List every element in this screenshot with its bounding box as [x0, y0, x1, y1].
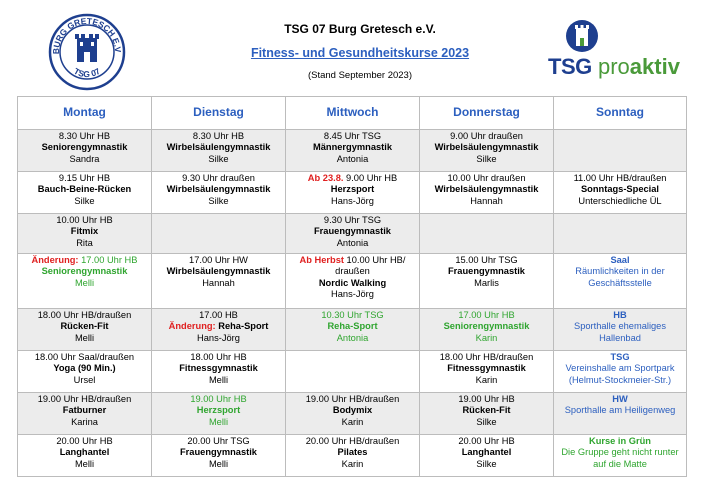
- trainer-name: Antonia: [336, 237, 369, 248]
- course-cell: [286, 309, 420, 351]
- course-cell: [554, 393, 687, 435]
- course-line: [154, 405, 283, 416]
- table-edge: [17, 460, 18, 470]
- course-name: Reha-Sport: [327, 321, 378, 332]
- legend-text: (Helmut-Stockmeier-Str.): [568, 374, 672, 385]
- course-name: Rücken-Fit: [60, 321, 109, 332]
- course-line: [422, 363, 551, 374]
- table-row: [18, 172, 687, 214]
- time-line: [422, 394, 551, 405]
- schedule-table: [17, 96, 687, 477]
- trainer-line: [154, 459, 283, 470]
- trainer-name: Melli: [74, 458, 95, 469]
- course-name: Reha-Sport: [215, 321, 269, 332]
- day-header-4: Sonntag: [554, 97, 687, 130]
- course-time: 20.00 Uhr HB: [56, 436, 113, 446]
- trainer-line: [288, 289, 417, 300]
- course-line: [154, 321, 283, 332]
- course-cell: [152, 351, 286, 393]
- legend-title: HW: [612, 394, 628, 404]
- time-line: [154, 394, 283, 405]
- course-cell: [554, 214, 687, 254]
- trainer-name: Karin: [341, 458, 364, 469]
- trainer-name: Sandra: [69, 153, 100, 164]
- course-line: [422, 405, 551, 416]
- time-line: [20, 215, 149, 226]
- trainer-line: [288, 417, 417, 428]
- legend-text: Sporthalle ehemaliges: [574, 321, 666, 332]
- castle-tower-icon: [75, 34, 99, 62]
- course-time: 8.45 Uhr TSG: [323, 131, 382, 141]
- course-cell: [286, 172, 420, 214]
- logo-proaktiv-text: proaktiv: [598, 54, 680, 79]
- course-name: Wirbelsäulengymnastik: [166, 266, 271, 277]
- trainer-name: Melli: [208, 416, 229, 427]
- table-row: [18, 309, 687, 351]
- legend-title: Saal: [610, 255, 630, 265]
- trainer-name: Karin: [341, 416, 364, 427]
- trainer-line: [288, 459, 417, 470]
- legend-text-line: [556, 321, 684, 332]
- course-name: Nordic Walking: [318, 277, 387, 288]
- time-line: [422, 255, 551, 266]
- course-line: [20, 266, 149, 277]
- table-row: [18, 435, 687, 477]
- course-time: 15.00 Uhr TSG: [455, 255, 518, 265]
- table-row: [18, 214, 687, 254]
- tsg-proaktiv-logo: [548, 18, 688, 88]
- course-name: Yoga (90 Min.): [53, 363, 116, 374]
- course-cell: [152, 254, 286, 309]
- trainer-line: [422, 333, 551, 344]
- course-line: [20, 405, 149, 416]
- day-header-0: Montag: [18, 97, 152, 130]
- course-line: [154, 142, 283, 153]
- course-name: Bodymix: [332, 405, 373, 416]
- course-cell: [554, 172, 687, 214]
- trainer-name: Silke: [476, 458, 497, 469]
- legend-text-line: [556, 363, 684, 374]
- trainer-name: Hannah: [202, 277, 235, 288]
- trainer-line: [154, 196, 283, 207]
- course-name: Seniorengymnastik: [41, 266, 128, 277]
- time-line: [422, 436, 551, 447]
- legend-text-line: [556, 447, 684, 458]
- time-line: [422, 131, 551, 142]
- time-line: [288, 310, 417, 321]
- time-line: [20, 436, 149, 447]
- course-cell: [286, 393, 420, 435]
- trainer-line: [154, 154, 283, 165]
- trainer-line: [154, 375, 283, 386]
- trainer-name: Ursel: [73, 374, 96, 385]
- legend-title: HB: [613, 310, 627, 320]
- course-cell: [18, 351, 152, 393]
- course-time: 20.00 Uhr HB/draußen: [305, 436, 400, 446]
- course-time: 20.00 Uhr TSG: [187, 436, 250, 446]
- course-name: Langhantel: [59, 447, 110, 458]
- course-cell: [286, 254, 420, 309]
- legend-text-line: [556, 278, 684, 289]
- trainer-name: Silke: [208, 153, 229, 164]
- course-name: Männergymnastik: [312, 142, 393, 153]
- legend-text: Hallenbad: [599, 332, 641, 343]
- course-name: Frauengymnastik: [448, 266, 525, 277]
- course-time: 18.00 Uhr HB/draußen: [37, 310, 132, 320]
- change-note: Ab Herbst: [299, 255, 344, 265]
- course-cell: [420, 309, 554, 351]
- course-cell: [152, 130, 286, 172]
- course-name: Wirbelsäulengymnastik: [434, 142, 539, 153]
- course-cell: [18, 172, 152, 214]
- trainer-line: [422, 417, 551, 428]
- legend-text: Sporthalle am Heiligenweg: [564, 405, 676, 416]
- course-time: 10.00 Uhr draußen: [447, 173, 526, 183]
- trainer-line: [288, 333, 417, 344]
- legend-text-line: [556, 266, 684, 277]
- course-line: [288, 405, 417, 416]
- course-cell: [554, 309, 687, 351]
- trainer-name: Antonia: [336, 332, 369, 343]
- logo-tsg-text: TSG: [548, 54, 592, 79]
- trainer-name: Melli: [74, 277, 95, 288]
- time-line: [422, 173, 551, 184]
- time-line: [20, 131, 149, 142]
- course-name: Wirbelsäulengymnastik: [166, 184, 271, 195]
- course-time: 10.00 Uhr HB: [56, 215, 113, 225]
- course-time: 18.00 Uhr Saal/draußen: [34, 352, 135, 362]
- club-logo: [47, 12, 127, 92]
- course-name: Frauengymnastik: [314, 226, 391, 237]
- trainer-line: [20, 238, 149, 249]
- course-line: [422, 447, 551, 458]
- trainer-line: [288, 154, 417, 165]
- course-line: [288, 447, 417, 458]
- trainer-name: Melli: [74, 332, 95, 343]
- time-line: [288, 173, 417, 184]
- trainer-name: Hans-Jörg: [331, 289, 374, 300]
- course-cell: [554, 130, 687, 172]
- course-cell: [18, 130, 152, 172]
- trainer-line: [154, 417, 283, 428]
- course-time: 10.30 Uhr TSG: [321, 310, 384, 320]
- table-row: [18, 130, 687, 172]
- trainer-name: Unterschiedliche ÜL: [578, 195, 662, 206]
- trainer-line: [422, 459, 551, 470]
- trainer-name: Silke: [74, 195, 95, 206]
- course-time: 19.00 Uhr HB: [458, 394, 515, 404]
- trainer-line: [422, 375, 551, 386]
- course-line: [288, 321, 417, 332]
- trainer-name: Karina: [71, 416, 98, 427]
- trainer-line: [288, 238, 417, 249]
- legend-text-line: [556, 459, 684, 470]
- course-cell: [286, 214, 420, 254]
- legend-title: Kurse in Grün: [589, 436, 651, 446]
- course-line: [422, 142, 551, 153]
- course-line: [288, 142, 417, 153]
- time-line: [20, 310, 149, 321]
- legend-title-line: [556, 394, 684, 405]
- course-cell: [18, 435, 152, 477]
- day-header-3: Donnerstag: [420, 97, 554, 130]
- time-line: [422, 352, 551, 363]
- trainer-line: [422, 278, 551, 289]
- course-name: Sonntags-Special: [580, 184, 659, 195]
- time-line: [288, 266, 417, 277]
- table-row: [18, 393, 687, 435]
- course-line: [154, 184, 283, 195]
- course-name: Fitnessgymnastik: [447, 363, 526, 374]
- course-cell: [420, 351, 554, 393]
- change-note: Ab 23.8.: [307, 173, 344, 183]
- trainer-name: Melli: [208, 374, 229, 385]
- course-time: 9.30 Uhr draußen: [182, 173, 255, 183]
- course-time: 19.00 Uhr HB: [190, 394, 247, 404]
- course-time: 17.00 HB: [199, 310, 238, 320]
- page-subtitle: Fitness- und Gesundheitskurse 2023: [250, 46, 470, 60]
- course-line: [422, 266, 551, 277]
- legend-text-line: [556, 405, 684, 416]
- course-line: [154, 447, 283, 458]
- course-cell: [554, 254, 687, 309]
- course-name: Fitmix: [70, 226, 99, 237]
- course-time: 9.00 Uhr HB: [343, 173, 398, 183]
- course-line: [154, 363, 283, 374]
- course-time: 19.00 Uhr HB/draußen: [305, 394, 400, 404]
- trainer-name: Karin: [475, 332, 498, 343]
- course-time: 20.00 Uhr HB: [458, 436, 515, 446]
- course-name: Fitnessgymnastik: [179, 363, 258, 374]
- course-cell: [554, 435, 687, 477]
- course-name: Seniorengymnastik: [443, 321, 530, 332]
- course-cell: [286, 351, 420, 393]
- legend-text: Geschäftsstelle: [588, 277, 652, 288]
- course-name: Langhantel: [461, 447, 512, 458]
- course-line: [422, 184, 551, 195]
- course-cell: [420, 435, 554, 477]
- trainer-line: [422, 154, 551, 165]
- course-cell: [18, 309, 152, 351]
- course-cell: [554, 351, 687, 393]
- course-time: 9.15 Uhr HB: [58, 173, 111, 183]
- course-cell: [18, 393, 152, 435]
- course-line: [20, 226, 149, 237]
- time-line: [20, 255, 149, 266]
- course-cell: [420, 214, 554, 254]
- legend-text: Räumlichkeiten in der: [575, 266, 665, 277]
- course-line: [154, 266, 283, 277]
- course-time: 8.30 Uhr HB: [58, 131, 111, 141]
- course-time: 9.00 Uhr draußen: [450, 131, 523, 141]
- course-time: 11.00 Uhr HB/draußen: [573, 173, 667, 183]
- course-time: 18.00 Uhr HB: [190, 352, 247, 362]
- trainer-line: [422, 196, 551, 207]
- page-title: TSG 07 Burg Gretesch e.V.: [284, 22, 436, 36]
- course-cell: [420, 130, 554, 172]
- legend-title-line: [556, 352, 684, 363]
- legend-title: TSG: [610, 352, 630, 362]
- course-time: 18.00 Uhr HB/draußen: [439, 352, 534, 362]
- legend-text-line: [556, 375, 684, 386]
- course-name: Herzsport: [330, 184, 375, 195]
- time-line: [154, 255, 283, 266]
- course-name: Seniorengymnastik: [41, 142, 128, 153]
- day-header-2: Mittwoch: [286, 97, 420, 130]
- trainer-name: Rita: [76, 237, 93, 248]
- course-line: [20, 142, 149, 153]
- course-name: Fatburner: [62, 405, 107, 416]
- legend-title-line: [556, 255, 684, 266]
- logo-text-bottom: TSG 07: [72, 65, 102, 80]
- time-line: [20, 394, 149, 405]
- table-row: [18, 254, 687, 309]
- course-line: [20, 363, 149, 374]
- trainer-name: Karin: [475, 374, 498, 385]
- time-line: [288, 394, 417, 405]
- course-cell: [152, 309, 286, 351]
- time-line: [288, 436, 417, 447]
- trainer-name: Hannah: [470, 195, 503, 206]
- trainer-name: Silke: [476, 416, 497, 427]
- course-name: Wirbelsäulengymnastik: [434, 184, 539, 195]
- course-time: 19.00 Uhr HB/draußen: [37, 394, 132, 404]
- trainer-name: Hans-Jörg: [331, 195, 374, 206]
- course-time: 8.30 Uhr HB: [192, 131, 245, 141]
- trainer-name: Silke: [208, 195, 229, 206]
- course-cell: [420, 393, 554, 435]
- course-cell: [18, 214, 152, 254]
- trainer-line: [20, 154, 149, 165]
- trainer-line: [20, 333, 149, 344]
- course-line: [20, 447, 149, 458]
- course-cell: [18, 254, 152, 309]
- trainer-line: [288, 196, 417, 207]
- stand-date: (Stand September 2023): [307, 70, 413, 81]
- legend-text: Die Gruppe geht nicht runter: [561, 447, 679, 458]
- course-line: [556, 184, 684, 195]
- course-name: Herzsport: [196, 405, 241, 416]
- legend-text: auf die Matte: [593, 458, 647, 469]
- course-line: [288, 278, 417, 289]
- trainer-name: Hans-Jörg: [197, 332, 240, 343]
- trainer-line: [556, 196, 684, 207]
- time-line: [422, 310, 551, 321]
- course-cell: [152, 214, 286, 254]
- course-name: Pilates: [337, 447, 368, 458]
- time-line: [288, 255, 417, 266]
- course-name: Bauch-Beine-Rücken: [37, 184, 132, 195]
- legend-text: Vereinshalle am Sportpark: [565, 363, 675, 374]
- time-line: [556, 173, 684, 184]
- trainer-name: Melli: [208, 458, 229, 469]
- course-line: [288, 184, 417, 195]
- time-line: [20, 352, 149, 363]
- trainer-line: [154, 278, 283, 289]
- change-note: Änderung:: [168, 321, 216, 332]
- logo-text-top: BURG GRETESCH E.V: [50, 15, 124, 55]
- time-line: [154, 310, 283, 321]
- legend-title-line: [556, 436, 684, 447]
- course-name: Frauengymnastik: [180, 447, 257, 458]
- course-cell: [286, 130, 420, 172]
- course-line: [20, 321, 149, 332]
- time-line: [154, 173, 283, 184]
- legend-title-line: [556, 310, 684, 321]
- trainer-line: [20, 278, 149, 289]
- course-cell: [420, 172, 554, 214]
- course-cell: [420, 254, 554, 309]
- trainer-line: [20, 459, 149, 470]
- course-time: 17.00 Uhr HB: [78, 255, 138, 265]
- change-note: Änderung:: [31, 255, 79, 265]
- time-line: [288, 131, 417, 142]
- trainer-name: Antonia: [336, 153, 369, 164]
- time-line: [154, 131, 283, 142]
- time-line: [154, 352, 283, 363]
- legend-text-line: [556, 333, 684, 344]
- day-header-1: Dienstag: [152, 97, 286, 130]
- time-line: [154, 436, 283, 447]
- time-line: [288, 215, 417, 226]
- trainer-line: [20, 375, 149, 386]
- course-line: [422, 321, 551, 332]
- course-cell: [152, 393, 286, 435]
- course-cell: [286, 435, 420, 477]
- course-line: [20, 184, 149, 195]
- trainer-name: Silke: [476, 153, 497, 164]
- course-cell: [152, 172, 286, 214]
- course-time: 17.00 Uhr HB: [458, 310, 515, 320]
- course-name: Rücken-Fit: [462, 405, 511, 416]
- table-row: [18, 351, 687, 393]
- trainer-name: Marlis: [474, 277, 499, 288]
- course-time: 17.00 Uhr HW: [189, 255, 248, 265]
- course-name: Wirbelsäulengymnastik: [166, 142, 271, 153]
- course-cell: [152, 435, 286, 477]
- course-line: [288, 226, 417, 237]
- trainer-line: [20, 196, 149, 207]
- time-line: [20, 173, 149, 184]
- tower-icon: [566, 18, 598, 54]
- trainer-line: [20, 417, 149, 428]
- course-time: draußen: [335, 266, 370, 277]
- trainer-line: [154, 333, 283, 344]
- course-time: 10.00 Uhr HB/: [343, 255, 406, 265]
- course-time: 9.30 Uhr TSG: [323, 215, 382, 225]
